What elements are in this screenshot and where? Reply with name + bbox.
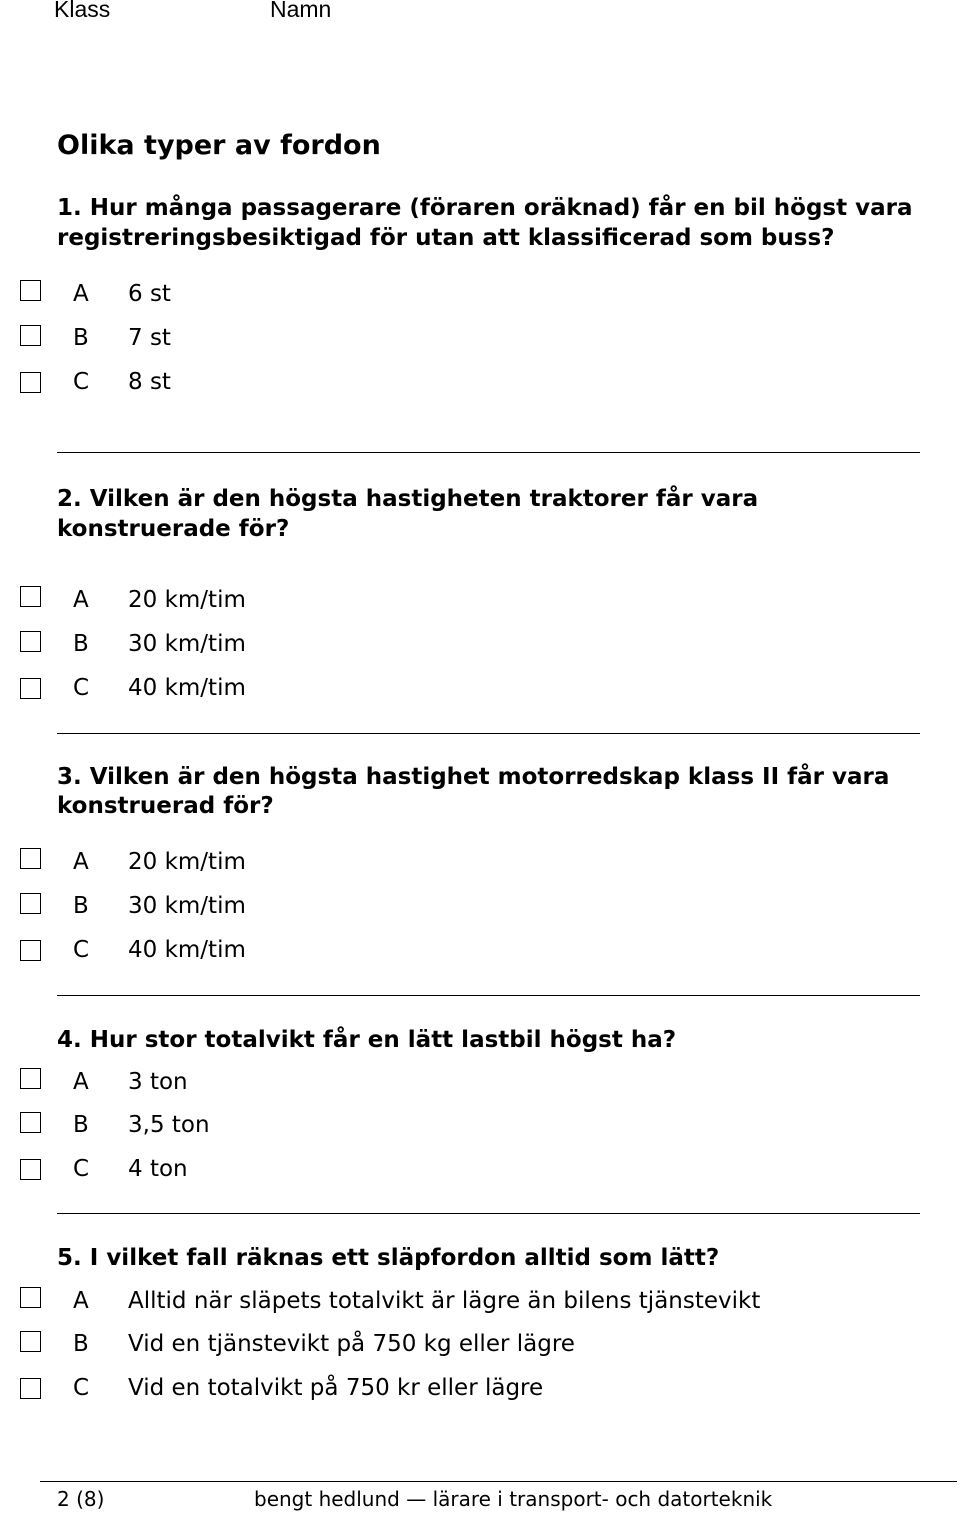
option-text: 3,5 ton [128, 1112, 210, 1138]
option-text: Vid en totalvikt på 750 kr eller lägre [128, 1375, 544, 1401]
option-text: 40 km/tim [128, 937, 246, 963]
option-text: 30 km/tim [128, 893, 246, 919]
option-letter: C [73, 1156, 90, 1182]
option-text: Vid en tjänstevikt på 750 kg eller lägre [128, 1331, 575, 1357]
option-text: 20 km/tim [128, 849, 246, 875]
page-number: 2 (8) [57, 1487, 105, 1511]
option-text: 20 km/tim [128, 587, 246, 613]
option-text: 30 km/tim [128, 631, 246, 657]
checkbox-q1-a[interactable] [20, 280, 41, 301]
option-letter: B [73, 1331, 89, 1357]
footer-author: bengt hedlund — lärare i transport- och datorteknik [254, 1487, 773, 1511]
checkbox-q2-b[interactable] [20, 631, 41, 652]
checkbox-q3-c[interactable] [20, 940, 41, 961]
checkbox-q3-b[interactable] [20, 893, 41, 914]
namn-label: Namn [270, 0, 332, 22]
option-text: 6 st [128, 281, 171, 307]
divider [57, 452, 920, 453]
page-title: Olika typer av fordon [57, 130, 381, 161]
option-letter: B [73, 893, 89, 919]
option-letter: C [73, 369, 90, 395]
option-letter: A [73, 849, 89, 875]
question-4-line-1: 4. Hur stor totalvikt får en lätt lastbil högst ha? [57, 1027, 677, 1053]
question-3-line-2: konstruerad för? [57, 793, 274, 819]
question-1-line-1: 1. Hur många passagerare (föraren oräknad) får en bil högst vara [57, 195, 913, 221]
question-2-line-1: 2. Vilken är den högsta hastigheten traktorer får vara [57, 486, 759, 512]
option-letter: B [73, 1112, 89, 1138]
checkbox-q5-b[interactable] [20, 1331, 41, 1352]
checkbox-q5-c[interactable] [20, 1378, 41, 1399]
option-text: 4 ton [128, 1156, 188, 1182]
option-text: 40 km/tim [128, 675, 246, 701]
option-text: 7 st [128, 325, 171, 351]
klass-label: Klass [54, 0, 111, 22]
option-letter: A [73, 1288, 89, 1314]
checkbox-q2-a[interactable] [20, 586, 41, 607]
question-3-line-1: 3. Vilken är den högsta hastighet motorredskap klass II får vara [57, 764, 890, 790]
option-text: Alltid när släpets totalvikt är lägre än bilens tjänstevikt [128, 1288, 761, 1314]
checkbox-q3-a[interactable] [20, 848, 41, 869]
option-letter: B [73, 631, 89, 657]
question-1-line-2: registreringsbesiktigad för utan att klassificerad som buss? [57, 225, 835, 251]
option-letter: A [73, 1069, 89, 1095]
checkbox-q2-c[interactable] [20, 678, 41, 699]
question-2-line-2: konstruerade för? [57, 516, 290, 542]
checkbox-q4-b[interactable] [20, 1112, 41, 1133]
checkbox-q4-c[interactable] [20, 1159, 41, 1180]
divider [57, 1213, 920, 1214]
option-letter: C [73, 1375, 90, 1401]
option-letter: A [73, 281, 89, 307]
divider [57, 733, 920, 734]
divider [57, 995, 920, 996]
option-text: 8 st [128, 369, 171, 395]
footer-rule [40, 1481, 957, 1482]
checkbox-q1-b[interactable] [20, 325, 41, 346]
checkbox-q1-c[interactable] [20, 372, 41, 393]
option-letter: A [73, 587, 89, 613]
option-letter: C [73, 675, 90, 701]
option-letter: C [73, 937, 90, 963]
option-text: 3 ton [128, 1069, 188, 1095]
checkbox-q5-a[interactable] [20, 1287, 41, 1308]
option-letter: B [73, 325, 89, 351]
checkbox-q4-a[interactable] [20, 1068, 41, 1089]
question-5-line-1: 5. I vilket fall räknas ett släpfordon alltid som lätt? [57, 1245, 720, 1271]
